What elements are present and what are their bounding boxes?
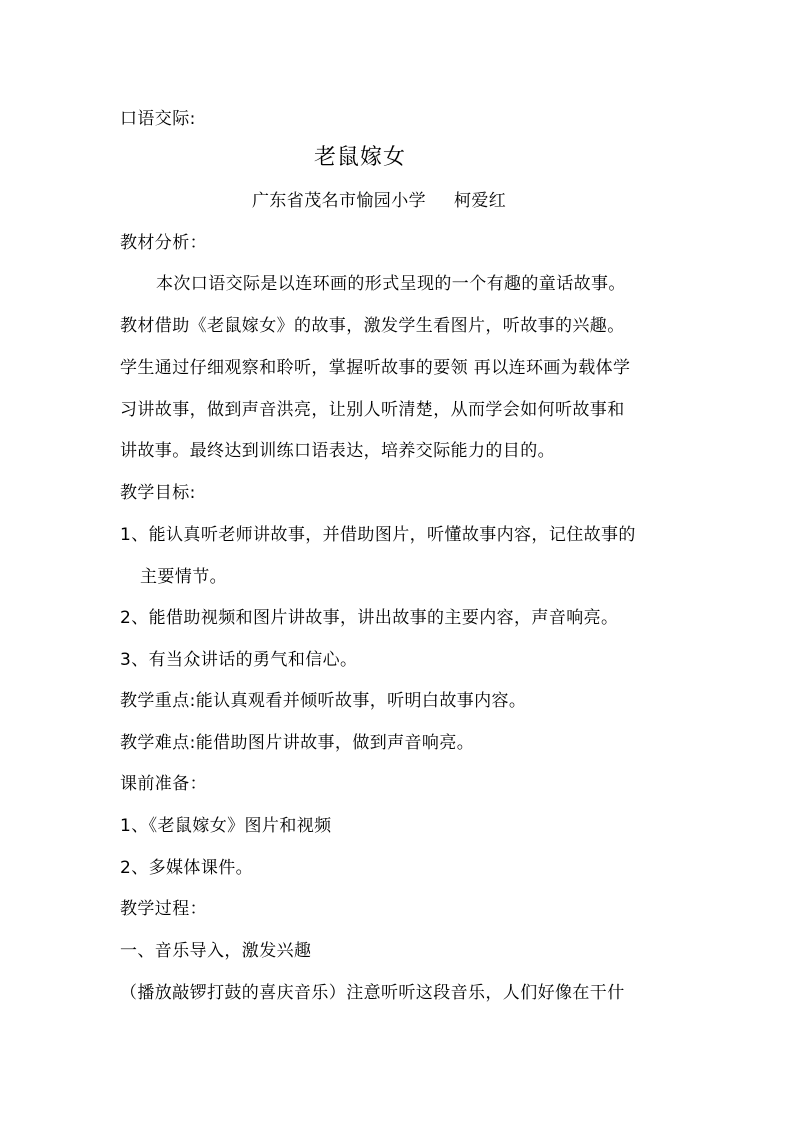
step-1-text: （播放敲锣打鼓的喜庆音乐）注意听听这段音乐，人们好像在干什 xyxy=(120,983,625,1003)
school-name: 广东省茂名市愉园小学 xyxy=(252,191,426,211)
analysis-line: 教材借助《老鼠嫁女》的故事，激发学生看图片，听故事的兴趣。 xyxy=(120,316,625,336)
prep-item-1: 1、《老鼠嫁女》图片和视频 xyxy=(120,816,332,836)
section-process-heading: 教学过程： xyxy=(120,899,207,919)
difficulty: 教学难点:能借助图片讲故事，做到声音响亮。 xyxy=(120,733,475,753)
goal-1-line-2: 主要情节。 xyxy=(140,567,227,587)
prep-item-2: 2、多媒体课件。 xyxy=(120,858,254,878)
section-goals-heading: 教学目标: xyxy=(120,483,196,503)
analysis-line: 学生通过仔细观察和聆听，掌握听故事的要领 再以连环画为载体学 xyxy=(120,358,631,378)
step-1-heading: 一、音乐导入，激发兴趣 xyxy=(120,941,312,961)
author-line xyxy=(252,190,506,212)
section-analysis-heading: 教材分析： xyxy=(120,233,207,253)
page-title: 老鼠嫁女 xyxy=(314,145,407,170)
section-prep-heading: 课前准备： xyxy=(120,774,207,794)
goal-1-line-1: 1、能认真听老师讲故事，并借助图片，听懂故事内容，记住故事的 xyxy=(120,525,636,545)
goal-3: 3、有当众讲话的勇气和信心。 xyxy=(120,650,358,670)
author-name: 柯爱红 xyxy=(454,191,507,211)
key-point: 教学重点:能认真观看并倾听故事，听明白故事内容。 xyxy=(120,691,527,711)
analysis-line: 讲故事。最终达到训练口语表达，培养交际能力的目的。 xyxy=(120,441,555,461)
analysis-line: 习讲故事，做到声音洪亮，让别人听清楚，从而学会如何听故事和 xyxy=(120,400,625,420)
analysis-line: 本次口语交际是以连环画的形式呈现的一个有趣的童话故事。 xyxy=(156,274,626,294)
heading-oral-communication: 口语交际: xyxy=(120,109,196,129)
goal-2: 2、能借助视频和图片讲故事，讲出故事的主要内容，声音响亮。 xyxy=(120,608,619,628)
